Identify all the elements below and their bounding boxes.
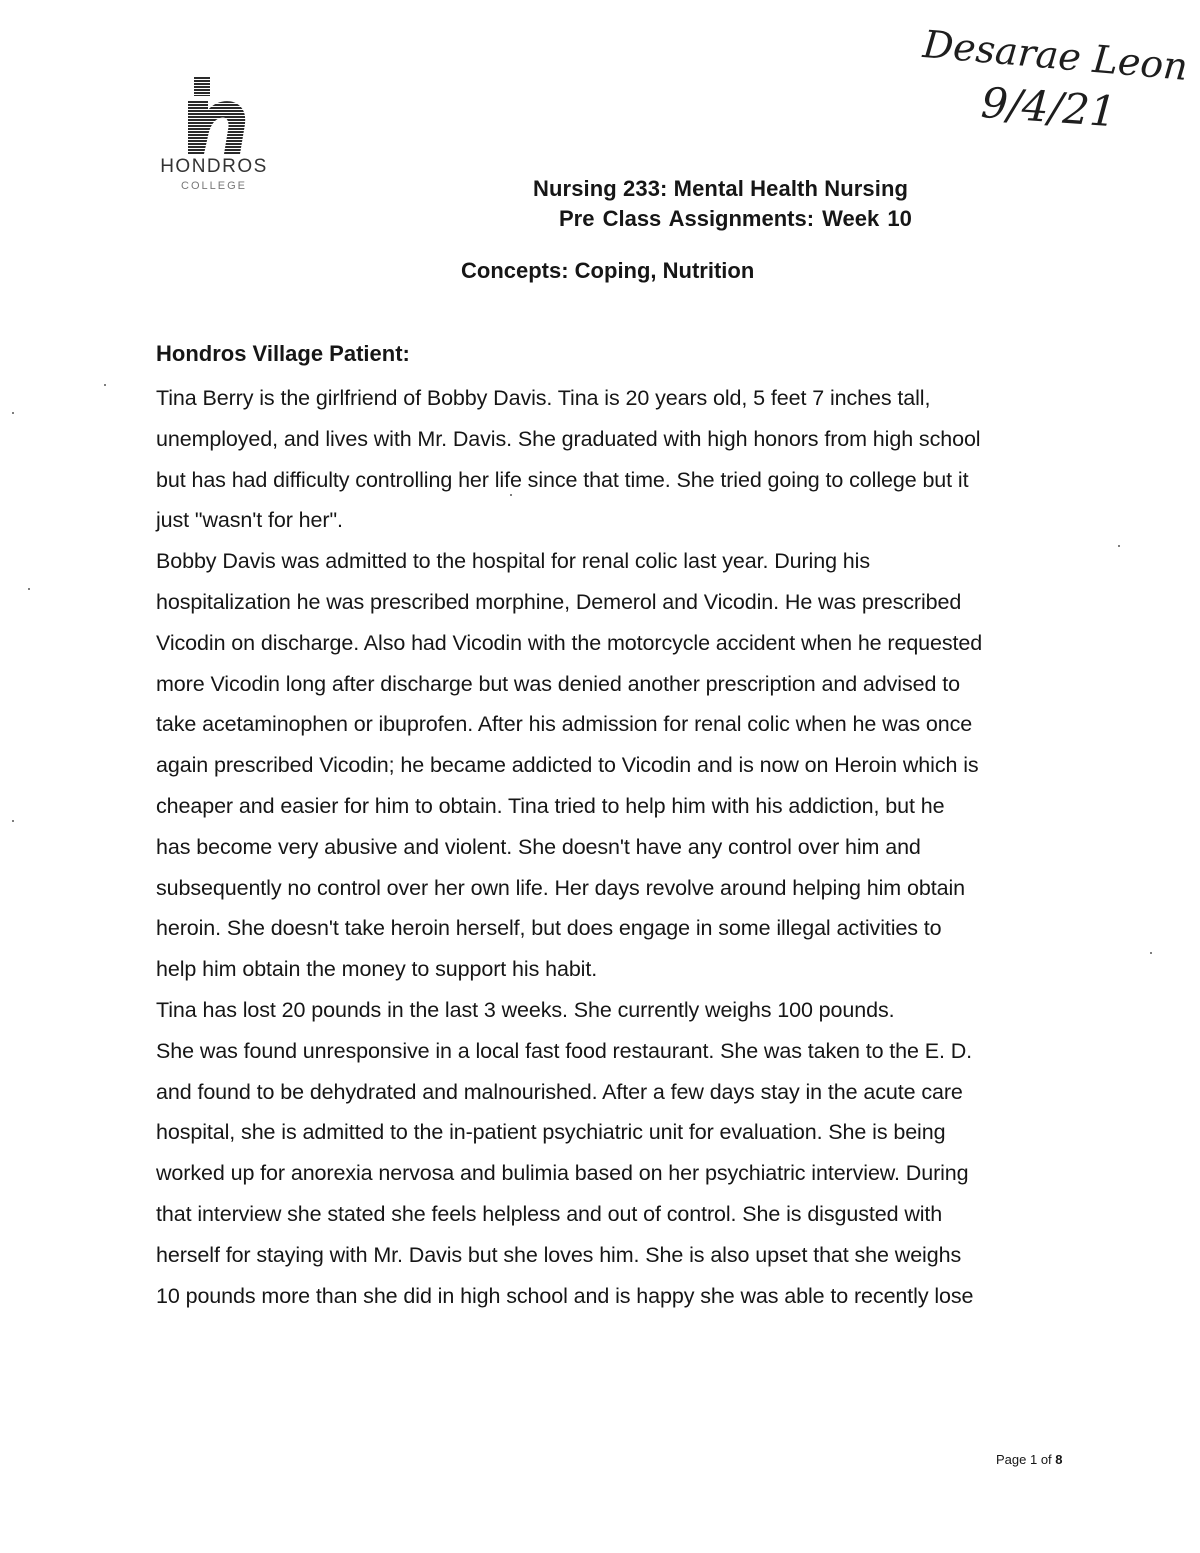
course-title: Nursing 233: Mental Health Nursing [533,176,909,201]
text-line: again prescribed Vicodin; he became addicted to Vicodin and is now on Heroin which is [156,753,979,778]
scan-speck [510,494,512,496]
text-line: more Vicodin long after discharge but was denied another prescription and advised to [156,671,960,696]
section-title: Hondros Village Patient: [156,341,410,366]
text-line: worked up for anorexia nervosa and bulimia based on her psychiatric interview. During [156,1161,969,1186]
text-line: hospital, she is admitted to the in-patient psychiatric unit for evaluation. She is being [156,1120,946,1145]
text-line: herself for staying with Mr. Davis but she loves him. She is also upset that she weighs [156,1242,962,1267]
scan-speck [28,588,30,590]
text-line: cheaper and easier for him to obtain. Tina tried to help him with his addiction, but he [156,793,945,818]
text-line: but has had difficulty controlling her life since that time. She tried going to college but it [156,467,969,492]
text-line: 10 pounds more than she did in high school and is happy she was able to recently lose [156,1283,974,1308]
text-line: subsequently no control over her own life. Her days revolve around helping him obtain [156,875,965,900]
scan-speck [1118,545,1120,547]
signature-date: 9/4/21 [979,78,1118,137]
page-number-total: 8 [1055,1452,1063,1467]
college-logo [150,74,290,204]
text-line: She was found unresponsive in a local fast food restaurant. She was taken to the E. D. [156,1038,973,1063]
scan-speck [12,412,14,414]
text-line: Bobby Davis was admitted to the hospital for renal colic last year. During his [156,549,870,574]
text-line: help him obtain the money to support his habit. [156,957,598,982]
page-number [996,1452,1063,1467]
text-line: hospitalization he was prescribed morphine, Demerol and Vicodin. He was prescribed [156,589,962,614]
concepts-heading: Concepts: Coping, Nutrition [461,258,755,283]
handwritten-signature [921,22,1190,152]
college-logo-subtitle: COLLEGE [181,180,247,192]
text-line: heroin. She doesn't take heroin herself, but does engage in some illegal activities to [156,916,942,941]
text-line: has become very abusive and violent. She doesn't have any control over him and [156,834,921,859]
text-line: and found to be dehydrated and malnourished. After a few days stay in the acute care [156,1079,963,1104]
scan-speck [1150,952,1152,954]
signature-name: Desarae Leon [921,22,1190,89]
scan-speck [104,384,106,386]
text-line: that interview she stated she feels helpless and out of control. She is disgusted with [156,1201,943,1226]
text-line: Tina has lost 20 pounds in the last 3 weeks. She currently weighs 100 pounds. [156,997,895,1022]
college-logo-name: HONDROS [160,156,268,177]
assignment-title: Pre Class Assignments: Week 10 [559,206,912,231]
text-line: Vicodin on discharge. Also had Vicodin with the motorcycle accident when he requested [156,630,983,655]
text-line: just "wasn't for her". [156,508,343,533]
case-study-text [156,378,1116,1316]
text-line: Tina Berry is the girlfriend of Bobby Davis. Tina is 20 years old, 5 feet 7 inches tall, [156,386,931,410]
scan-speck [12,820,14,822]
text-line: take acetaminophen or ibuprofen. After his admission for renal colic when he was once [156,712,973,737]
page-number-prefix: Page 1 of [996,1452,1056,1467]
college-logo-mark-icon [186,74,250,156]
text-line: unemployed, and lives with Mr. Davis. She graduated with high honors from high school [156,426,981,451]
